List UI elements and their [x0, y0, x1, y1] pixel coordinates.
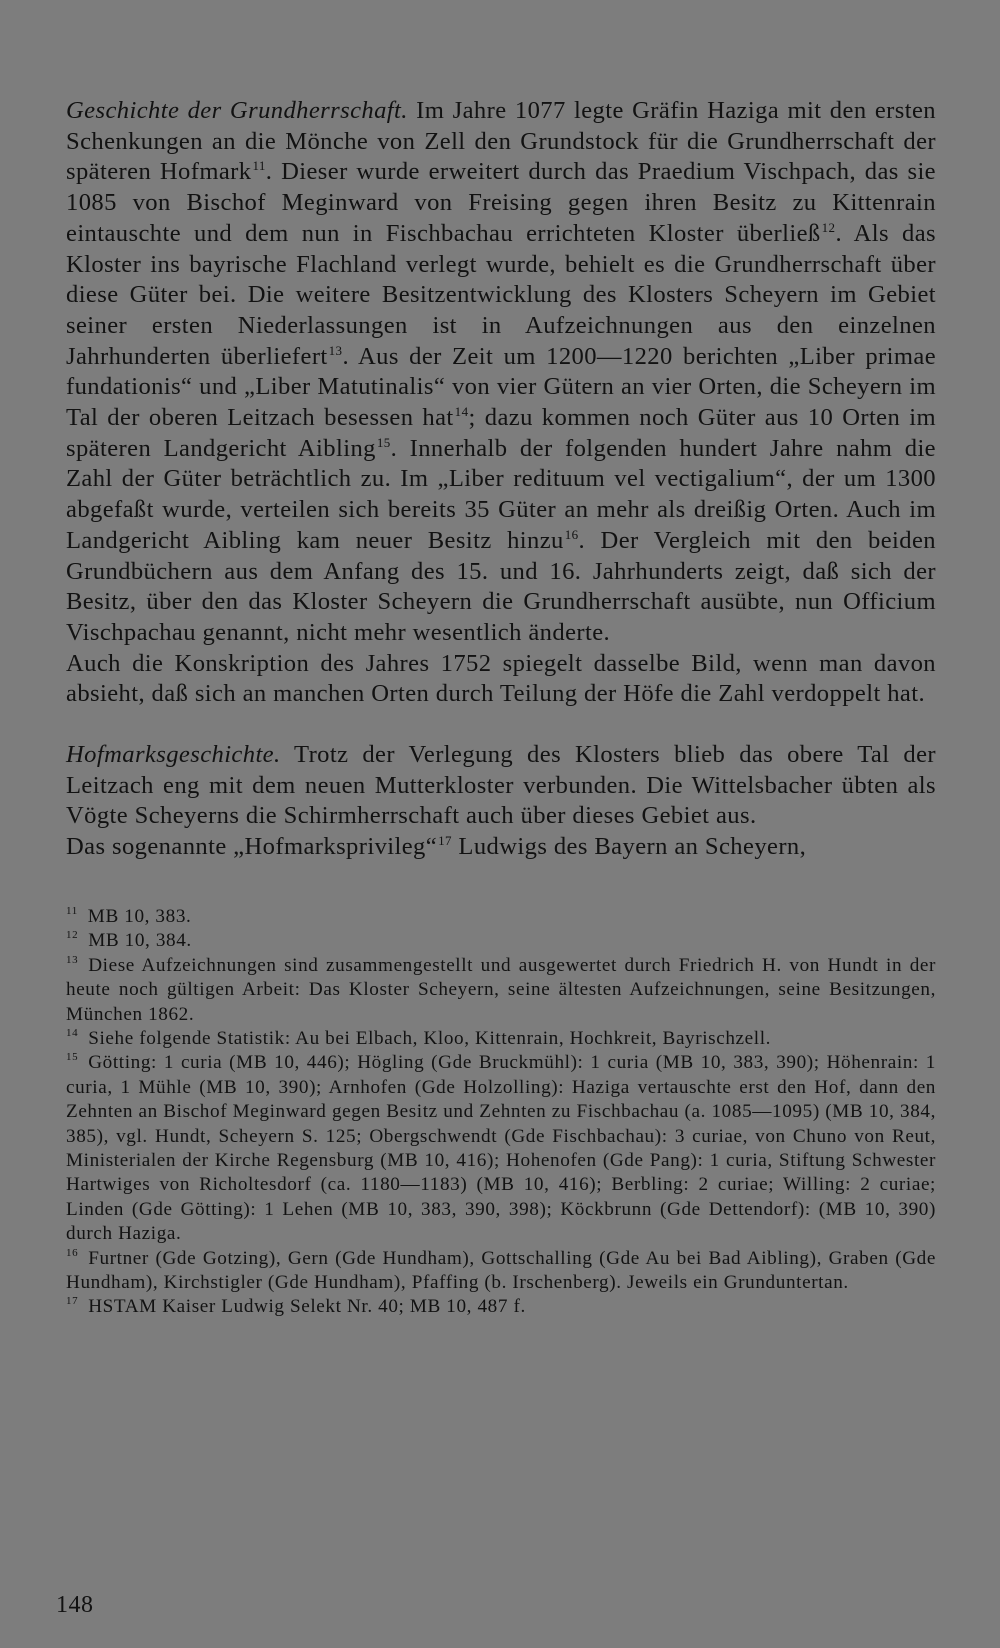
footnote-15 — [66, 1051, 936, 1246]
footnote-number: 14 — [66, 1026, 79, 1039]
footnote-reference[interactable]: 12 — [821, 219, 836, 235]
footnote-number: 12 — [66, 929, 79, 942]
footnote-reference[interactable]: 13 — [328, 342, 343, 358]
footnote-text: Götting: 1 curia (MB 10, 446); Högling (Gde Bruckmühl): 1 curia (MB 10, 383, 390); Höhenrain: 1 curia, 1 Mühle (MB 10, 390); Arnhofen (Gde Holzolling): Haziga vertauschte erst den Hof, dann den Zehnten an Bischof Meginward gegen Besitz und Zehnten zu Fischbachau (a. 1085—1095) (MB 10, 384, 385), vgl. Hundt, Scheyern S. 125; Obergschwendt (Gde Fischbachau): 3 curiae, von Chuno von Reut, Ministerialen der Kirche Regensburg (MB 10, 416); Hohenofen (Gde Pang): 1 curia, Stiftung Schwester Hartwiges von Richoltesdorf (ca. 1180—1183) (MB 10, 416); Berbling: 2 curiae; Willing: 2 curiae; Linden (Gde Götting): 1 Lehen (MB 10, 383, 390, 398); Köckbrunn (Gde Dettendorf): (MB 10, 390) durch Haziga. — [66, 1052, 936, 1245]
section-heading-grundherrschaft: Geschichte der Grundherrschaft. — [66, 97, 408, 124]
page-number: 148 — [56, 1592, 94, 1618]
footnote-number: 17 — [66, 1295, 79, 1308]
footnote-number: 16 — [66, 1246, 79, 1259]
footnote-13 — [66, 954, 936, 1027]
footnote-14 — [66, 1027, 936, 1051]
footnote-text: Furtner (Gde Gotzing), Gern (Gde Hundham), Gottschalling (Gde Au bei Bad Aibling), Graben (Gde Hundham), Kirchstigler (Gde Hundham), Pfaffing (b. Irschenberg). Jeweils ein Grunduntertan. — [66, 1247, 936, 1293]
footnote-text: MB 10, 383. — [87, 905, 192, 927]
paragraph-konskription: Auch die Konskription des Jahres 1752 spiegelt dasselbe Bild, wenn man davon absieht, daß sich an manchen Orten durch Teilung der Höfe die Zahl verdoppelt hat. — [66, 649, 936, 708]
footnote-reference[interactable]: 15 — [376, 434, 391, 450]
footnote-text: MB 10, 384. — [88, 930, 192, 952]
paragraph-text: . Als das Kloster ins bayrische Flachland verlegt wurde, behielt es die Grundherrschaft über diese Güter bei. Die weitere Besitzentwicklung des Klosters Scheyern im Gebiet seiner ersten Niederlassungen ist in Aufzeichnungen aus den einzelnen Jahrhunderten überliefert — [66, 219, 936, 370]
footnote-reference[interactable]: 11 — [252, 158, 266, 174]
footnote-16 — [66, 1247, 936, 1296]
paragraph-hofmarksgeschichte — [66, 740, 936, 832]
footnote-reference[interactable]: 14 — [454, 404, 469, 420]
paragraph-text: Ludwigs des Bayern an Scheyern, — [451, 833, 807, 861]
paragraph-text: . Innerhalb der folgenden hundert Jahre nahm die Zahl der Güter beträchtlich zu. Im „Liber redituum vel vectigalium“, der um 1300 abgefaßt wurde, verteilen sich bereits 35 Güter an mehr als dreißig Orten. Auch im Landgericht Aibling kam neuer Besitz hinzu — [66, 434, 937, 554]
footnote-reference[interactable]: 17 — [438, 833, 452, 849]
footnote-17 — [66, 1295, 936, 1319]
paragraph-text: ; dazu kommen noch Güter aus 10 Orten im späteren Landgericht Aibling — [66, 404, 936, 462]
paragraph-hofmarksprivileg — [66, 832, 936, 863]
paragraph-text: Im Jahre 1077 legte Gräfin Haziga mit den ersten Schenkungen an die Mönche von Zell den Grundstock für die Grundherrschaft der späteren Hofmark — [66, 97, 936, 186]
paragraph-text: . Dieser wurde erweitert durch das Praedium Vischpach, das sie 1085 von Bischof Meginward von Freising gegen ihren Besitz zu Kittenrain eintauschte und dem nun in Fischbachau errichteten Kloster überließ — [66, 158, 936, 247]
footnote-text: Diese Aufzeichnungen sind zusammengestellt und ausgewertet durch Friedrich H. von Hundt in der heute noch gültigen Arbeit: Das Kloster Scheyern, seine ältesten Aufzeichnungen, seine Besitzungen, München 1862. — [66, 954, 936, 1025]
footnote-11 — [66, 905, 936, 929]
paragraph-grundherrschaft — [66, 96, 936, 649]
footnote-text: HSTAM Kaiser Ludwig Selekt Nr. 40; MB 10, 487 f. — [88, 1296, 526, 1318]
footnote-number: 15 — [66, 1051, 79, 1064]
section-heading-hofmarksgeschichte: Hofmarksgeschichte. — [66, 741, 281, 769]
paragraph-text: Das sogenannte „Hofmarksprivileg“ — [66, 833, 438, 861]
paragraph-text: Trotz der Verlegung des Klosters blieb das obere Tal der Leitzach eng mit dem neuen Mutterkloster verbunden. Die Wittelsbacher übten als Vögte Scheyerns die Schirmherrschaft auch über dieses Gebiet aus. — [66, 741, 936, 830]
footnotes — [66, 905, 936, 1320]
footnote-number: 13 — [66, 953, 79, 966]
paragraph-text: . Der Vergleich mit den beiden Grundbüchern aus dem Anfang des 15. und 16. Jahrhunderts zeigt, daß sich der Besitz, über den das Kloster Scheyern die Grundherrschaft ausübte, nun Officium Vischpachau genannt, nicht mehr wesentlich änderte. — [66, 526, 936, 646]
page-content — [66, 96, 936, 1320]
footnote-number: 11 — [66, 904, 78, 917]
footnote-12 — [66, 929, 936, 953]
footnote-text: Siehe folgende Statistik: Au bei Elbach, Kloo, Kittenrain, Hochkreit, Bayrischzell. — [88, 1027, 772, 1049]
footnote-reference[interactable]: 16 — [564, 526, 579, 542]
paragraph-text: . Aus der Zeit um 1200—1220 berichten „Liber primae fundationis“ und „Liber Matutinalis“ von vier Gütern an vier Orten, die Scheyern im Tal der oberen Leitzach besessen hat — [66, 342, 937, 432]
